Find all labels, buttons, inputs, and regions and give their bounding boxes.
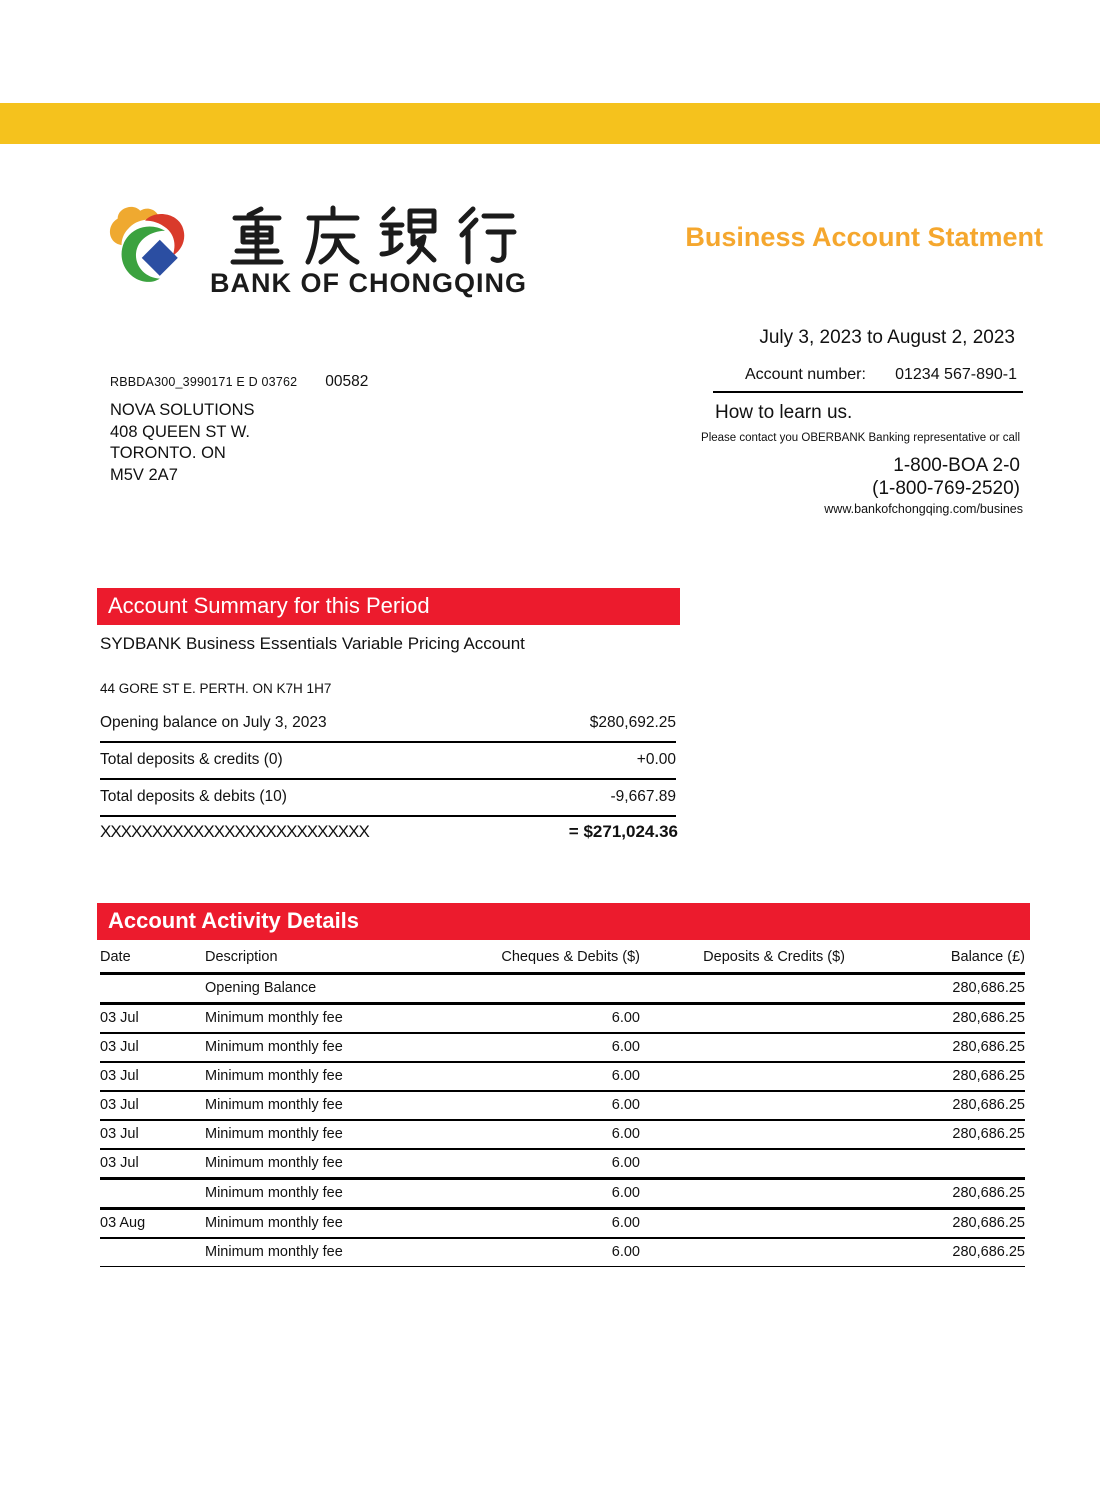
- activity-cell-debit: 6.00: [435, 1149, 640, 1179]
- bank-website: www.bankofchongqing.com/busines: [824, 502, 1023, 516]
- top-accent-bar: [0, 103, 1100, 144]
- recipient-address-line1: 408 QUEEN ST W.: [110, 422, 250, 441]
- activity-cell-balance: 280,686.25: [845, 1004, 1025, 1034]
- activity-row: [100, 1179, 1025, 1209]
- account-type: SYDBANK Business Essentials Variable Pricing Account: [100, 634, 525, 653]
- bank-name-english: BANK OF CHONGQING: [210, 268, 527, 298]
- activity-cell-balance: 280,686.25: [845, 974, 1025, 1004]
- summary-row: [100, 779, 676, 816]
- activity-column-header: Balance (£): [845, 944, 1025, 974]
- summary-row-value: +0.00: [517, 742, 676, 779]
- cjk-char-qing: [308, 208, 357, 262]
- closing-balance-value: [569, 822, 678, 842]
- activity-cell-debit: 6.00: [435, 1179, 640, 1209]
- activity-row: [100, 974, 1025, 1004]
- activity-cell-description: Opening Balance: [205, 974, 435, 1004]
- activity-cell-description: Minimum monthly fee: [205, 1238, 435, 1267]
- activity-cell-description: Minimum monthly fee: [205, 1091, 435, 1120]
- activity-cell-description: Minimum monthly fee: [205, 1120, 435, 1149]
- activity-row: [100, 1120, 1025, 1149]
- summary-row-value: $280,692.25: [517, 706, 676, 742]
- activity-cell-date: 03 Jul: [100, 1149, 205, 1179]
- activity-cell-debit: 6.00: [435, 1062, 640, 1091]
- activity-cell-debit: 6.00: [435, 1238, 640, 1267]
- activity-cell-debit: 6.00: [435, 1209, 640, 1239]
- activity-row: [100, 1209, 1025, 1239]
- activity-cell-credit: [640, 1004, 845, 1034]
- summary-table: [100, 706, 676, 817]
- activity-cell-credit: [640, 1209, 845, 1239]
- summary-row: [100, 742, 676, 779]
- activity-cell-balance: 280,686.25: [845, 1179, 1025, 1209]
- activity-cell-description: Minimum monthly fee: [205, 1033, 435, 1062]
- activity-cell-balance: [845, 1149, 1025, 1179]
- activity-row: [100, 1033, 1025, 1062]
- contact-heading: How to learn us.: [715, 402, 853, 423]
- equals-sign: =: [568, 822, 579, 841]
- activity-row: [100, 1149, 1025, 1179]
- activity-cell-date: 03 Jul: [100, 1004, 205, 1034]
- statement-title: Business Account Statment: [685, 222, 1043, 252]
- activity-row: [100, 1062, 1025, 1091]
- activity-cell-credit: [640, 1179, 845, 1209]
- closing-balance-amount: $271,024.36: [583, 822, 678, 841]
- closing-balance-row: [100, 822, 678, 842]
- activity-cell-balance: 280,686.25: [845, 1120, 1025, 1149]
- recipient-address-block: [110, 400, 255, 486]
- activity-cell-credit: [640, 1120, 845, 1149]
- recipient-address-line2: TORONTO. ON: [110, 444, 226, 462]
- contact-line: Please contact you OBERBANK Banking representative or call: [701, 432, 1020, 444]
- activity-cell-description: Minimum monthly fee: [205, 1209, 435, 1239]
- activity-header-row: [100, 944, 1025, 974]
- activity-banner: Account Activity Details: [97, 903, 1030, 940]
- activity-row: [100, 1091, 1025, 1120]
- activity-cell-date: [100, 974, 205, 1004]
- account-number-value: 01234 567-890-1: [895, 366, 1017, 383]
- activity-cell-debit: 6.00: [435, 1120, 640, 1149]
- activity-row: [100, 1238, 1025, 1267]
- summary-row-label: Total deposits & credits (0): [100, 742, 517, 779]
- summary-row-label: Opening balance on July 3, 2023: [100, 706, 517, 742]
- activity-cell-credit: [640, 1062, 845, 1091]
- activity-row: [100, 1004, 1025, 1034]
- account-number-row: [713, 366, 1023, 393]
- account-number-label: Account number:: [745, 366, 866, 383]
- activity-cell-balance: 280,686.25: [845, 1062, 1025, 1091]
- recipient-name: NOVA SOLUTIONS: [110, 401, 255, 419]
- activity-cell-date: 03 Aug: [100, 1209, 205, 1239]
- masked-account-label: XXXXXXXXXXXXXXXXXXXXXXXXXX: [100, 822, 369, 841]
- summary-banner: Account Summary for this Period: [97, 588, 680, 625]
- activity-cell-balance: 280,686.25: [845, 1091, 1025, 1120]
- activity-cell-balance: 280,686.25: [845, 1238, 1025, 1267]
- activity-cell-date: [100, 1179, 205, 1209]
- activity-cell-date: 03 Jul: [100, 1120, 205, 1149]
- statement-ref-number: 00582: [325, 373, 369, 390]
- statement-ref-line: [110, 373, 368, 391]
- activity-cell-debit: 6.00: [435, 1091, 640, 1120]
- statement-ref-code: RBBDA300_3990171 E D 03762: [110, 375, 298, 389]
- cjk-char-chong: [233, 209, 281, 262]
- activity-cell-date: [100, 1238, 205, 1267]
- activity-cell-credit: [640, 1149, 845, 1179]
- branch-address: 44 GORE ST E. PERTH. ON K7H 1H7: [100, 681, 332, 696]
- bank-name-chinese: [212, 204, 530, 268]
- phone-line-2: (1-800-769-2520): [872, 478, 1020, 499]
- activity-cell-debit: 6.00: [435, 1033, 640, 1062]
- activity-cell-description: Minimum monthly fee: [205, 1179, 435, 1209]
- recipient-postal-code: M5V 2A7: [110, 465, 178, 484]
- statement-period: July 3, 2023 to August 2, 2023: [759, 327, 1015, 348]
- activity-cell-date: 03 Jul: [100, 1091, 205, 1120]
- activity-cell-credit: [640, 1091, 845, 1120]
- activity-cell-date: 03 Jul: [100, 1033, 205, 1062]
- cjk-char-yin: [382, 209, 434, 262]
- phone-line-1: 1-800-BOA 2-0: [893, 455, 1020, 476]
- activity-cell-description: Minimum monthly fee: [205, 1062, 435, 1091]
- activity-column-header: Cheques & Debits ($): [435, 944, 640, 974]
- summary-row: [100, 706, 676, 742]
- bank-logo-icon: [100, 197, 198, 301]
- activity-cell-credit: [640, 1238, 845, 1267]
- activity-column-header: Description: [205, 944, 435, 974]
- activity-cell-balance: 280,686.25: [845, 1033, 1025, 1062]
- activity-cell-credit: [640, 1033, 845, 1062]
- activity-cell-balance: 280,686.25: [845, 1209, 1025, 1239]
- cjk-char-hang: [461, 209, 514, 262]
- activity-cell-debit: 6.00: [435, 1004, 640, 1034]
- activity-cell-debit: [435, 974, 640, 1004]
- activity-cell-description: Minimum monthly fee: [205, 1149, 435, 1179]
- activity-cell-credit: [640, 974, 845, 1004]
- activity-column-header: Date: [100, 944, 205, 974]
- summary-row-value: -9,667.89: [517, 779, 676, 816]
- activity-column-header: Deposits & Credits ($): [640, 944, 845, 974]
- activity-cell-description: Minimum monthly fee: [205, 1004, 435, 1034]
- activity-table: [100, 944, 1025, 1267]
- activity-cell-date: 03 Jul: [100, 1062, 205, 1091]
- summary-row-label: Total deposits & debits (10): [100, 779, 517, 816]
